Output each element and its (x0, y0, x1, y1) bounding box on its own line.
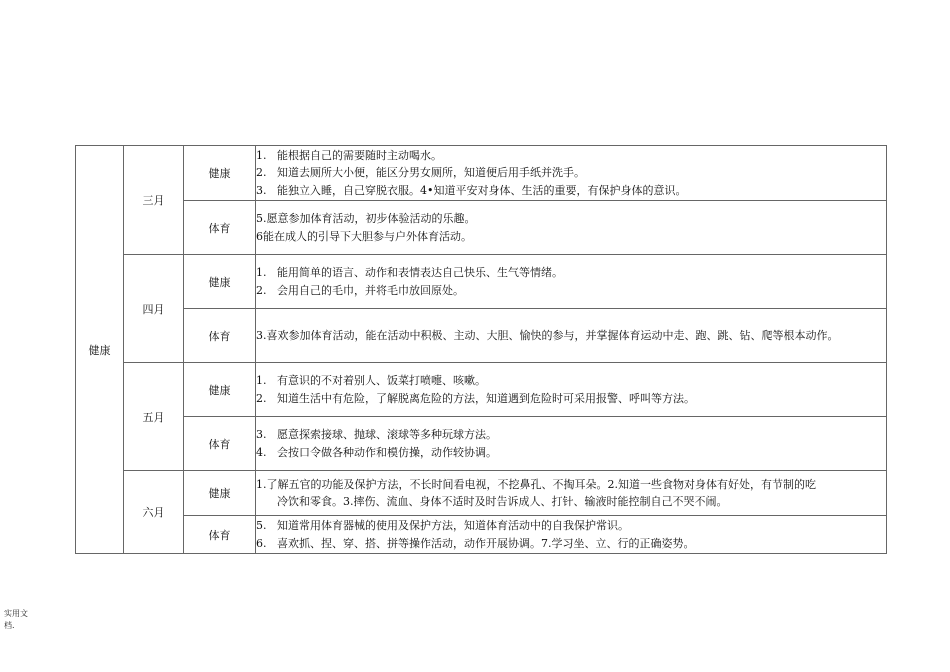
category-cell: 健康 (184, 471, 256, 516)
goal-line: 3. 能独立入睡，自己穿脱衣服。4•知道平安对身体、生活的重要，有保护身体的意识。 (256, 183, 687, 197)
goal-line: 冷饮和零食。3.摔伤、流血、身体不适时及时告诉成人、打针、输液时能控制自己不哭不闹。 (277, 495, 728, 508)
table-row (76, 516, 887, 554)
goal-line: 2. 知道去厕所大小便，能区分男女厕所，知道便后用手纸并洗手。 (256, 166, 585, 180)
curriculum-table (75, 145, 887, 554)
table-row (76, 363, 887, 417)
month-cell-june: 六月 (124, 471, 184, 554)
category-cell: 健康 (184, 255, 256, 309)
goal-line: 1. 能用简单的语言、动作和表情表达自己快乐、生气等情绪。 (256, 266, 563, 279)
table-row (76, 471, 887, 516)
category-cell: 体育 (184, 201, 256, 255)
domain-cell: 健康 (76, 146, 124, 554)
goal-line: 3.喜欢参加体育活动，能在活动中积极、主动、大胆、愉快的参与，并掌握体育运动中走、跑、跳、钻、爬等根本动作。 (256, 328, 839, 342)
goals-cell (256, 417, 887, 471)
table-row (76, 146, 887, 201)
goal-line: 2. 会用自己的毛巾，并将毛巾放回原处。 (256, 283, 464, 297)
goals-cell (256, 309, 887, 363)
footer-line: 实用文 (4, 609, 28, 618)
goal-line: 3. 愿意探索接球、抛球、滚球等多种玩球方法。 (256, 428, 497, 441)
category-cell: 体育 (184, 516, 256, 554)
month-cell-may: 五月 (124, 363, 184, 471)
goal-line: 2. 知道生活中有危险，了解脱离危险的方法，知道遇到危险时可采用报警、呼叫等方法。 (256, 391, 695, 405)
goal-line: 6能在成人的引导下大胆参与户外体育活动。 (256, 229, 472, 243)
goal-line: 5.愿意参加体育活动，初步体验活动的乐趣。 (256, 212, 476, 225)
goal-line: 1.了解五官的功能及保护方法，不长时间看电视，不挖鼻孔、不掏耳朵。2.知道一些食物对身体有好处，有节制的吃 (256, 477, 816, 491)
goals-cell (256, 255, 887, 309)
category-cell: 健康 (184, 146, 256, 201)
goal-line: 6. 喜欢抓、捏、穿、搭、拼等操作活动，动作开展协调。7.学习坐、立、行的正确姿势。 (256, 536, 695, 550)
goals-cell (256, 516, 887, 554)
category-cell: 健康 (184, 363, 256, 417)
goals-cell (256, 146, 887, 201)
table-row (76, 417, 887, 471)
table-row (76, 255, 887, 309)
table-row (76, 309, 887, 363)
category-cell: 体育 (184, 309, 256, 363)
footer-line: 档. (4, 621, 15, 630)
table-row (76, 201, 887, 255)
goal-line: 5. 知道常用体育器械的使用及保护方法，知道体育活动中的自我保护常识。 (256, 519, 629, 532)
month-cell-april: 四月 (124, 255, 184, 363)
goal-line: 1. 能根据自己的需要随时主动喝水。 (256, 148, 442, 162)
goals-cell (256, 471, 887, 516)
month-cell-march: 三月 (124, 146, 184, 255)
goal-line: 1. 有意识的不对着别人、饭菜打喷嚏、咳嗽。 (256, 374, 486, 387)
category-cell: 体育 (184, 417, 256, 471)
page-footer (4, 608, 40, 632)
goals-cell (256, 363, 887, 417)
goal-line: 4. 会按口令做各种动作和模仿操，动作较协调。 (256, 445, 497, 459)
goals-cell (256, 201, 887, 255)
